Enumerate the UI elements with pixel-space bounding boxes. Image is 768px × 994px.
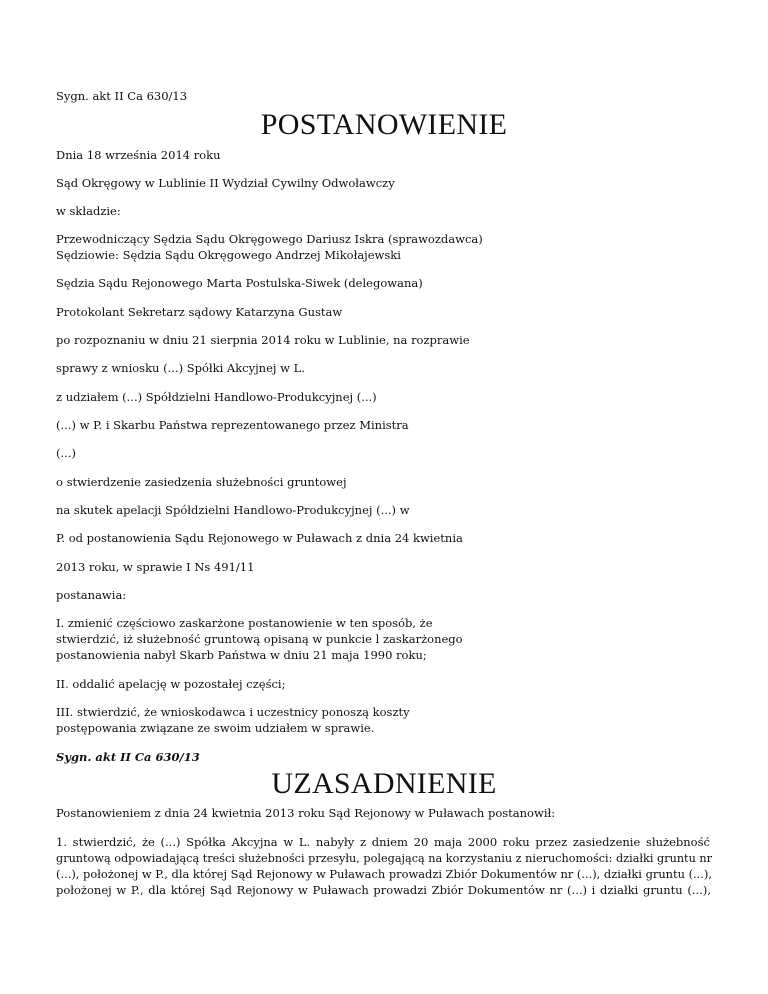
ruling-point-1-line-2: stwierdzić, iż służebność gruntową opisaną w punkcie l zaskarżonego xyxy=(56,632,463,646)
justification-para-1-line-1: 1. stwierdzić, że (...) Spółka Akcyjna w L. nabyły z dniem 20 maja 2000 roku przez zasiedzenie służebność xyxy=(56,835,710,849)
justification-title: UZASADNIENIE xyxy=(271,767,497,800)
ruling-date: Dnia 18 września 2014 roku xyxy=(56,148,221,162)
presiding-judge: Przewodniczący Sędzia Sądu Okręgowego Dariusz Iskra (sprawozdawca) xyxy=(56,232,483,246)
case-signature: Sygn. akt II Ca 630/13 xyxy=(56,89,188,103)
delegated-judge: Sędzia Sądu Rejonowego Marta Postulska-Siwek (delegowana) xyxy=(56,276,423,290)
ruling-point-1-line-3: postanowienia nabył Skarb Państwa w dniu 21 maja 1990 roku; xyxy=(56,648,427,662)
justification-para-1-line-2: gruntową odpowiadającą treści służebności przesyłu, polegającą na korzystaniu z nieruchomości: działki gruntu nr xyxy=(56,851,712,865)
case-subject: o stwierdzenie zasiedzenia służebności gruntowej xyxy=(56,475,347,489)
appeal-line-2: P. od postanowienia Sądu Rejonowego w Puławach z dnia 24 kwietnia xyxy=(56,531,463,545)
participants-line-3: (...) xyxy=(56,446,76,460)
ruling-point-3-line-2: postępowania związane ze swoim udziałem w sprawie. xyxy=(56,721,375,735)
judges: Sędziowie: Sędzia Sądu Okręgowego Andrzej Mikołajewski xyxy=(56,248,401,262)
participants-line-2: (...) w P. i Skarbu Państwa reprezentowanego przez Ministra xyxy=(56,418,409,432)
ruling-title: POSTANOWIENIE xyxy=(260,108,508,141)
composition-label: w składzie: xyxy=(56,204,121,218)
hearing-info: po rozpoznaniu w dniu 21 sierpnia 2014 roku w Lublinie, na rozprawie xyxy=(56,333,470,347)
ruling-point-3-line-1: III. stwierdzić, że wnioskodawca i uczestnicy ponoszą koszty xyxy=(56,705,410,719)
appeal-line-1: na skutek apelacji Spółdzielni Handlowo-Produkcyjnej (...) w xyxy=(56,503,410,517)
participants-line-1: z udziałem (...) Spółdzielni Handlowo-Produkcyjnej (...) xyxy=(56,390,377,404)
appeal-line-3: 2013 roku, w sprawie I Ns 491/11 xyxy=(56,560,255,574)
ruling-point-1-line-1: I. zmienić częściowo zaskarżone postanowienie w ten sposób, że xyxy=(56,616,433,630)
justification-case-signature: Sygn. akt II Ca 630/13 xyxy=(56,750,200,764)
justification-para-1-line-4: położonej w P., dla której Sąd Rejonowy w Puławach prowadzi Zbiór Dokumentów nr (...) i działki gruntu (...), xyxy=(56,883,711,897)
justification-para-1-line-3: (...), położonej w P., dla której Sąd Rejonowy w Puławach prowadzi Zbiór Dokumentów nr (...), działki gruntu (...), xyxy=(56,867,712,881)
ruling-point-2: II. oddalić apelację w pozostałej części; xyxy=(56,677,286,691)
court-clerk: Protokolant Sekretarz sądowy Katarzyna Gustaw xyxy=(56,305,343,319)
court-name: Sąd Okręgowy w Lublinie II Wydział Cywilny Odwoławczy xyxy=(56,176,395,190)
decides-label: postanawia: xyxy=(56,588,127,602)
case-applicant: sprawy z wniosku (...) Spółki Akcyjnej w L. xyxy=(56,361,305,375)
justification-intro: Postanowieniem z dnia 24 kwietnia 2013 roku Sąd Rejonowy w Puławach postanowił: xyxy=(56,806,556,820)
